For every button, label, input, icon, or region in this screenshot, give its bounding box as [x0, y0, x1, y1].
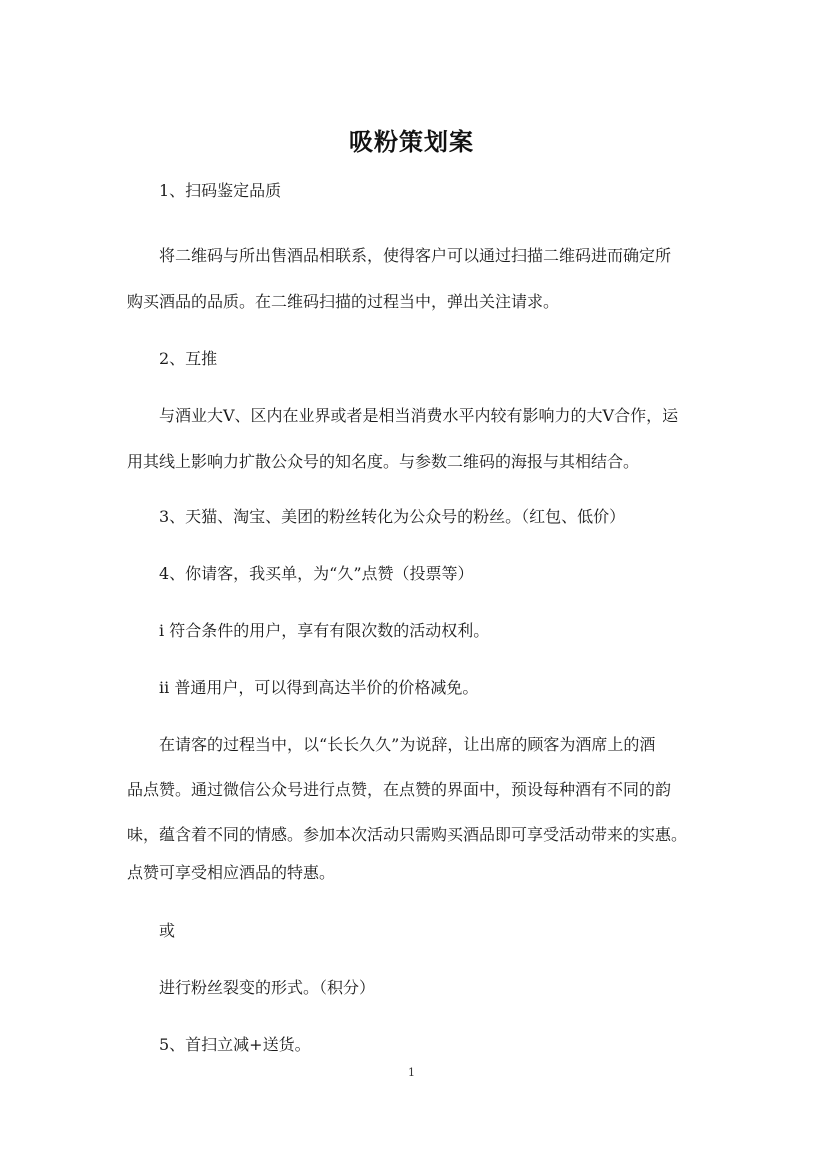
- heading-first-scan: 5、首扫立减+送货。: [159, 1035, 311, 1054]
- list-item: i 符合条件的用户，享有有限次数的活动权利。: [159, 621, 490, 640]
- heading-treat-campaign: 4、你请客，我买单，为“久”点赞（投票等）: [159, 564, 474, 583]
- heading-scan-quality: 1、扫码鉴定品质: [159, 181, 282, 200]
- paragraph-line: 用其线上影响力扩散公众号的知名度。与参数二维码的海报与其相结合。: [127, 452, 640, 471]
- heading-fan-conversion: 3、天猫、淘宝、美团的粉丝转化为公众号的粉丝。（红包、低价）: [159, 507, 626, 526]
- paragraph-line: 与酒业大V、区内在业界或者是相当消费水平内较有影响力的大V合作，运: [159, 406, 679, 425]
- heading-mutual-promotion: 2、互推: [159, 349, 218, 368]
- paragraph-line: 点赞可享受相应酒品的特惠。: [127, 863, 336, 882]
- paragraph-line: 味，蕴含着不同的情感。参加本次活动只需购买酒品即可享受活动带来的实惠。: [127, 825, 688, 844]
- paragraph-line: 购买酒品的品质。在二维码扫描的过程当中，弹出关注请求。: [127, 292, 560, 311]
- paragraph-line: 品点赞。通过微信公众号进行点赞，在点赞的界面中，预设每种酒有不同的韵: [127, 780, 672, 799]
- paragraph-line: 在请客的过程当中，以“长长久久”为说辞，让出席的顾客为酒席上的酒: [159, 735, 656, 754]
- paragraph-line: 或: [159, 921, 176, 940]
- list-item: ii 普通用户，可以得到高达半价的价格减免。: [159, 678, 479, 697]
- paragraph-line: 将二维码与所出售酒品相联系，使得客户可以通过扫描二维码进而确定所: [159, 246, 672, 265]
- page-number: 1: [408, 1066, 415, 1079]
- document-title: 吸粉策划案: [349, 128, 474, 156]
- paragraph-line: 进行粉丝裂变的形式。（积分）: [159, 978, 376, 997]
